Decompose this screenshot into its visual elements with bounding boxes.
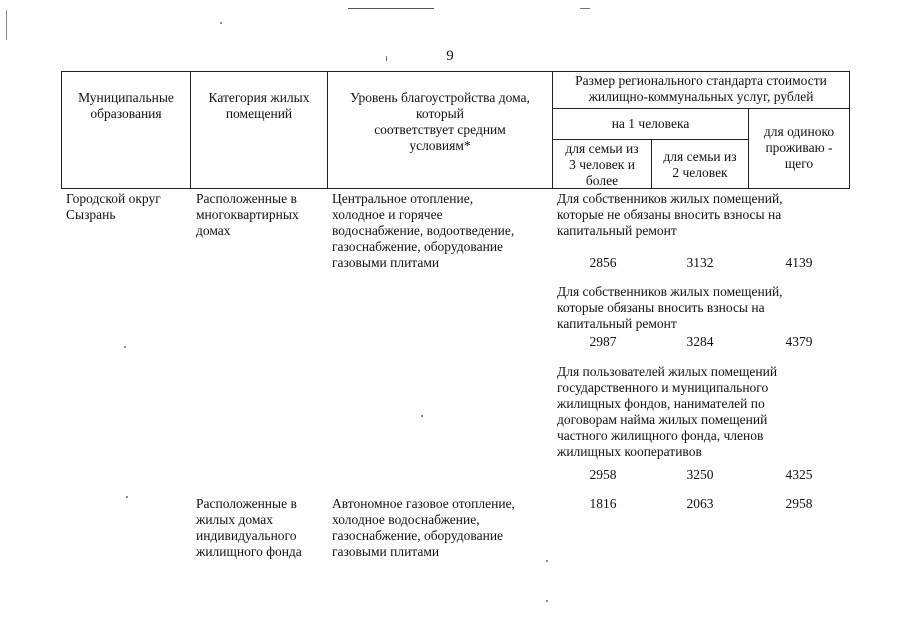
header-category: Категория жилых помещений (208, 90, 310, 121)
header-family2: для семьи из 2 человек (663, 149, 737, 180)
table-top-border (61, 71, 849, 72)
scan-speck (421, 415, 423, 417)
group-owners-no-fee-label: Для собственников жилых помещений, которые не обязаны вносить взносы на капитальный ремонт (557, 191, 783, 238)
value-single: 4139 (785, 255, 813, 270)
header-level: Уровень благоустройства дома, который соответствует средним условиям* (350, 90, 530, 153)
group-owners-fee-label: Для собственников жилых помещений, которые обязаны вносить взносы на капитальный ремонт (557, 284, 783, 331)
scan-artifact-left-edge (6, 10, 7, 40)
cell-level-autonomous: Автономное газовое отопление, холодное водоснабжение, газоснабжение, оборудование газовыми плитами (332, 496, 515, 559)
table-right-border (849, 71, 850, 189)
table-left-border (61, 71, 62, 189)
header-per-person: на 1 человека (611, 116, 690, 131)
scan-speck (124, 346, 126, 348)
scan-artifact-top-line (348, 8, 434, 9)
value-family3: 2856 (589, 255, 617, 270)
value-family2: 3132 (686, 255, 714, 270)
value-family2: 3284 (686, 334, 714, 349)
header-municipality: Муниципальные образования (78, 90, 174, 121)
cell-municipality: Городской округ Сызрань (66, 191, 161, 222)
group-tenants-label: Для пользователей жилых помещений государственного и муниципального жилищных фондов, нанимателей по договорам найма жилых помещений частного жилищного фонда, членов жилищных кооперативов (557, 364, 778, 459)
header-standard: Размер регионального стандарта стоимости жилищно-коммунальных услуг, рублей (575, 73, 827, 104)
page-number: 9 (446, 48, 454, 64)
value-family3: 1816 (589, 496, 617, 511)
value-single: 2958 (785, 496, 813, 511)
table-header-bottom-border (61, 188, 849, 189)
scan-artifact-top-dash (580, 8, 590, 9)
cell-level-central: Центральное отопление, холодное и горячее водоснабжение, водоотведение, газоснабжение, оборудование газовыми плитами (332, 191, 515, 270)
value-family2: 3250 (686, 467, 714, 482)
cell-category-apartments: Расположенные в многоквартирных домах (196, 191, 299, 238)
value-family2: 2063 (686, 496, 714, 511)
value-single: 4325 (785, 467, 813, 482)
scan-speck (126, 496, 128, 498)
scan-speck (546, 560, 548, 562)
value-family3: 2987 (589, 334, 617, 349)
table-col-divider (190, 71, 191, 189)
scan-speck (386, 56, 387, 61)
header-family3: для семьи из 3 человек и более (565, 141, 639, 188)
value-single: 4379 (785, 334, 813, 349)
table-header-divider (552, 108, 849, 109)
scan-speck (546, 600, 548, 602)
table-subheader-divider (552, 139, 748, 140)
scan-speck (220, 22, 222, 24)
cell-category-individual-houses: Расположенные в жилых домах индивидуального жилищного фонда (196, 496, 302, 559)
value-family3: 2958 (589, 467, 617, 482)
header-single: для одиноко проживаю - щего (763, 124, 835, 171)
